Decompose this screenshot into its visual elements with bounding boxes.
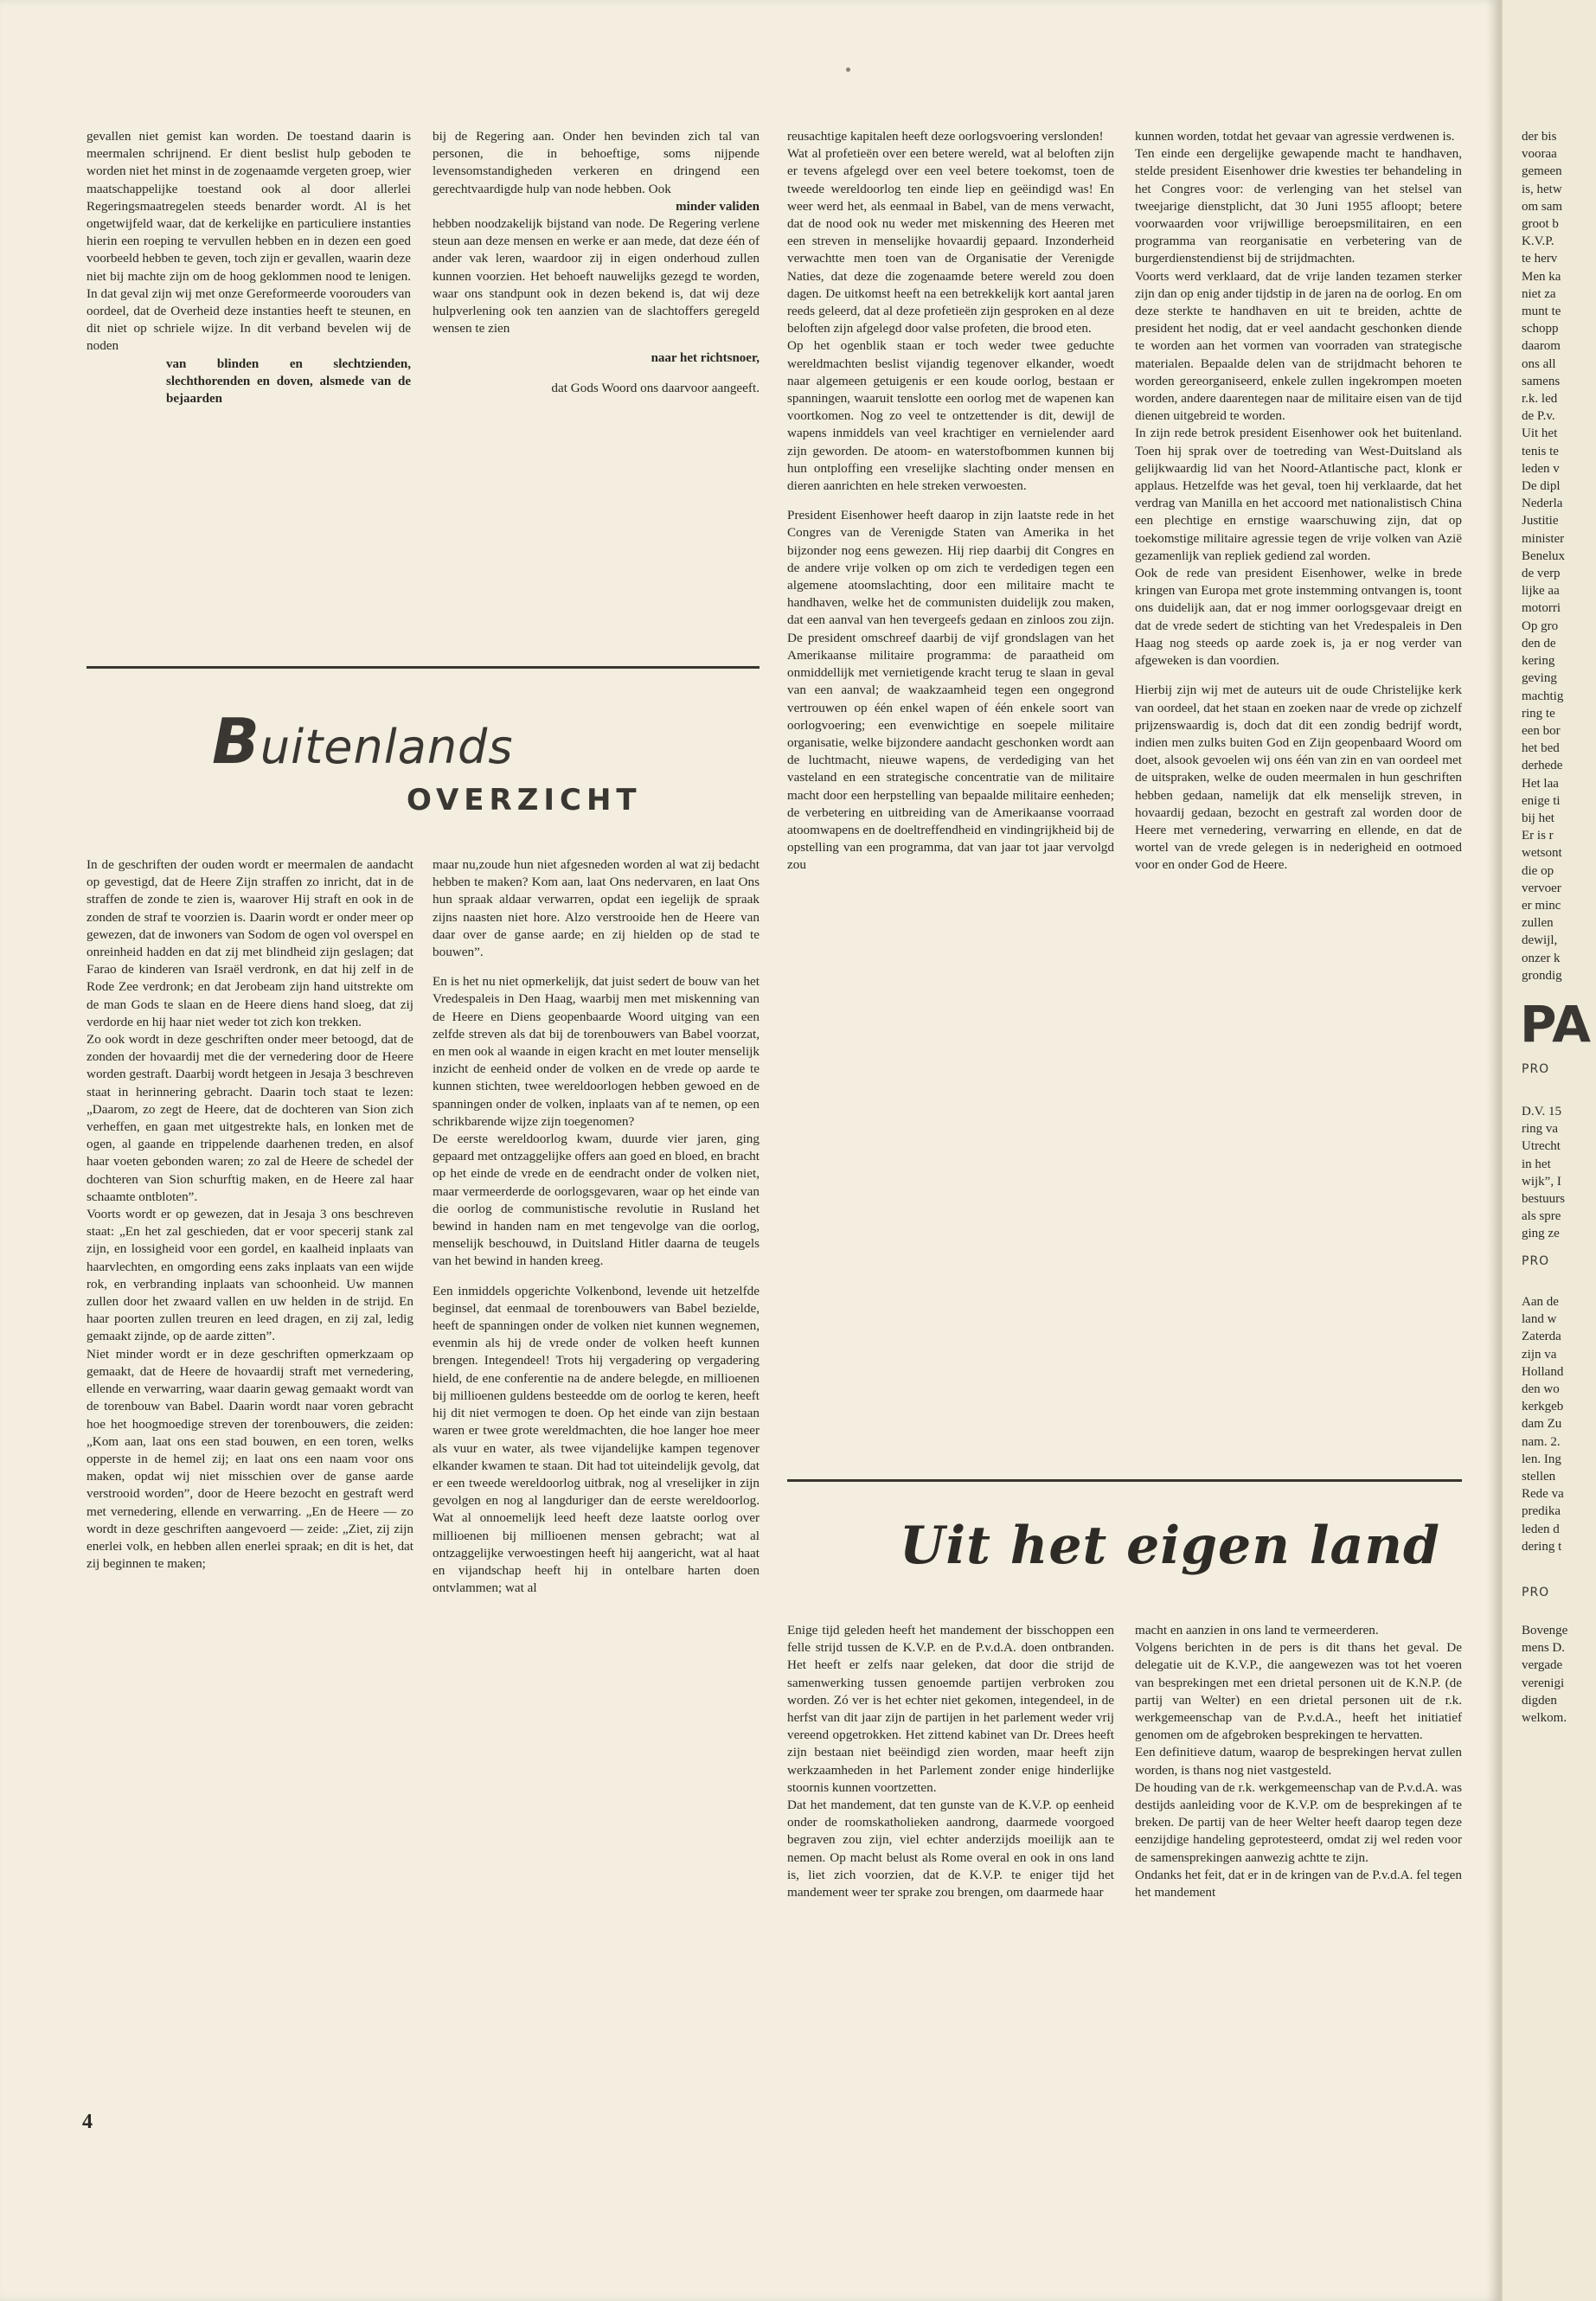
adjacent-line: vooraa (1522, 147, 1557, 162)
eigen-land-column-1 (787, 1622, 1114, 1901)
adjacent-heading: PA (1520, 995, 1592, 1054)
adjacent-label: PRO (1522, 1062, 1550, 1076)
page-number: 4 (82, 2111, 93, 2133)
adjacent-line: K.V.P. (1522, 234, 1554, 249)
adjacent-line: land w (1522, 1312, 1557, 1327)
adjacent-line: Op gro (1522, 619, 1559, 633)
adjacent-line: bij het (1522, 811, 1554, 825)
adjacent-line: Justitie (1522, 514, 1559, 529)
adjacent-line: verenigi (1522, 1676, 1565, 1690)
adjacent-line: in het (1522, 1157, 1551, 1171)
adjacent-line: wijk”, I (1522, 1174, 1561, 1189)
adjacent-line: als spre (1522, 1209, 1561, 1224)
adjacent-line: vervoer (1522, 881, 1561, 895)
adjacent-line: een bor (1522, 723, 1561, 738)
paragraph: reusachtige kapitalen heeft deze oorlogsvoering verslonden! (787, 129, 1104, 144)
adjacent-line: ons all (1522, 356, 1556, 371)
adjacent-line: mens D. (1522, 1641, 1565, 1656)
adjacent-line: ring te (1522, 706, 1555, 721)
adjacent-line: te herv (1522, 252, 1558, 266)
adjacent-line: daarom (1522, 339, 1561, 354)
paragraph: Dat het mandement, dat ten gunste van de K.V.P. op eenheid onder de roomskatholieken aandrong, daarmede voorgoed begraven zou zijn, viel echter anderzijds moeilijk aan te nemen. Op macht belust als Rome overal en ook in ons land is, liet zich voorzien, dat de K.V.P. te eniger tijd het mandement weer ter sprake zou brengen, om daarmede haar (787, 1798, 1114, 1900)
adjacent-label: PRO (1522, 1586, 1550, 1599)
buitenlands-column-2 (433, 856, 760, 1597)
adjacent-line: leden v (1522, 461, 1560, 476)
paragraph: Volgens berichten in de pers is dit thans het geval. De delegatie uit de K.V.P., die aangewezen was tot het voeren van besprekingen met een drietal personen uit de K.N.P. (de partij van Welter) en een drietal personen uit de r.k. werkgemeenschap van de P.v.d.A., heeft het initiatief genomen om de afgebroken besprekingen te hervatten. (1135, 1640, 1462, 1743)
adjacent-line: enige ti (1522, 793, 1561, 808)
adjacent-line: onzer k (1522, 951, 1561, 965)
adjacent-text-mid2 (1522, 1293, 1596, 1555)
adjacent-line: machtig (1522, 689, 1564, 703)
adjacent-line: geving (1522, 671, 1557, 686)
adjacent-line: motorri (1522, 601, 1561, 616)
adjacent-line: wetsont (1522, 846, 1562, 861)
paragraph: Niet minder wordt er in deze geschriften opmerkzaam op gemaakt, dat de Heere de hovaardij straft met vernedering, ellende en verwarring, waar daarin gewag gemaakt wordt van de torenbouw van Babel. Daarin wordt naar voren gebracht hoe het hoogmoedige streven der torenbouwers, die zeiden: „Kom aan, laat ons een stad bouwen, en een toren, welks opperste in de hemel zij; en laat ons een naam voor ons maken, opdat wij niet misschien over de ganse aarde verstrooid worden”, door de Heere bezocht en gestraft werd met vernedering, ellende en verwarring. „En de Heere — zo wordt in deze geschriften aangevoerd — zeide: „Ziet, zij zijn enerlei volk, en hebben allen enerlei spraak; en dit is het, dat zij beginnen te maken; (87, 1346, 413, 1572)
adjacent-line: Aan de (1522, 1295, 1559, 1309)
paragraph: Ook de rede van president Eisenhower, welke in brede kringen van Europa met grote instemming ontvangen is, toont ons duidelijk aan, dat er nog immer oorlogsgevaar dreigt en dat de vrede sedert de stichting van het Vredespaleis in Den Haag nog steeds op aarde zoek is, ja er nog verder van afgeweken is dan voordien. (1135, 566, 1462, 669)
adjacent-line: lijke aa (1522, 584, 1560, 599)
adjacent-line: Men ka (1522, 269, 1561, 284)
paragraph: bij de Regering aan. Onder hen bevinden zich tal van personen, die in behoeftige, soms nijpende levensomstandigheden verkeren en dringend een gerechtvaardigde hulp van node hebben. Ook (433, 129, 760, 196)
adjacent-line: Er is r (1522, 829, 1554, 843)
adjacent-label: PRO (1522, 1254, 1550, 1268)
adjacent-line: Holland (1522, 1364, 1564, 1379)
adjacent-line: Bovenge (1522, 1624, 1568, 1638)
paragraph: Voorts werd verklaard, dat de vrije landen tezamen sterker zijn dan op enig ander tijdstip in de jaren na de oorlog. En om deze sterkte te handhaven en uit te breiden, achtte de president het nodig, dat er veel aandacht geschonken diende te worden aan het vormen van voorraden van strategische materialen. Bepaalde delen van de strijdmacht behoren te worden gereorganiseerd, enkele zullen ingekrompen moeten worden, andere daarentegen naar de militaire eisen van de tijd dienen uitgebreid te worden. (1135, 268, 1462, 424)
paragraph: President Eisenhower heeft daarop in zijn laatste rede in het Congres van de Verenigde Staten van Amerika in het bijzonder nog eens gewezen. Hij riep daarbij dit Congres en de andere vrije volken op om zich te verdedigen tegen een algemene atoomslachting, door een militaire macht te handhaven, welke het de communisten duidelijk zou maken, dat een aanval van hen tevergeefs gedaan en zinloos zou zijn. De president omschreef daarbij de vijf grondslagen van het Amerikaanse militaire programma: de paraatheid om onmiddellijk met vernietigende kracht terug te slaan in geval van een aanval; de waakzaamheid tegen een ongegrond vertrouwen op één enkel wapen of één enkele soort van oorlogvoering; een evenwichtige en soepele militaire organisatie, welke bijzondere aandacht geschonken wordt aan de luchtmacht, nieuwe wapens, de verdediging van het vasteland en een strategische concentratie van de militaire macht door een herpstelling van bepaalde militaire eenheden; de verbetering en uitbreiding van de Amerikaanse voorraad atoomwapens en de doeltreffendheid en vindingrijkheid bij de opstelling van een programma, dat van jaar tot jaar vervolgd zou (787, 508, 1114, 873)
adjacent-line: samens (1522, 374, 1561, 388)
adjacent-line: len. Ing (1522, 1452, 1561, 1466)
paragraph: Wat al profetieën over een betere wereld, wat al beloften zijn er tevens afgelegd over een veel betere toekomst, toen de tweede wereldoorlog ten einde liep en geëindigd was! En weer werd het, als eenmaal in Babel, van de mens verwacht, dat de nood ook nu weder met miskenning des Heeren met een streven in menselijke hovaardij gepaard. Inzonderheid verwachtte men toen van de Organisatie der Verenigde Naties, dat deze die zogenaamde betere wereld zou doen dagen. De uitkomst heeft na een betrekkelijk kort aantal jaren reeds geleerd, dat al deze profetieën zijn gesproken en al deze beloften zijn afgelegd door valse profeten, die brood eten. (787, 146, 1114, 336)
adjacent-line: Uit het (1522, 426, 1558, 441)
adjacent-line: er minc (1522, 898, 1561, 913)
paragraph: maar nu,zoude hun niet afgesneden worden al wat zij bedacht hebben te maken? Kom aan, laat Ons nedervaren, en laat Ons hun spraak aldaar verwarren, opdat een iegelijk de spraak zijns naasten niet hore. Alzo verstrooide hen de Heere van daar over de ganse aarde; en zij hielden op de stad te bouwen”. (433, 857, 760, 960)
adjacent-line: Het laa (1522, 776, 1559, 791)
adjacent-line: stellen (1522, 1470, 1556, 1484)
adjacent-line: om sam (1522, 199, 1563, 214)
buitenlands-column-1 (87, 856, 413, 1573)
top-column-1 (87, 128, 411, 407)
adjacent-line: gemeen (1522, 164, 1562, 179)
adjacent-line: Zaterda (1522, 1330, 1561, 1344)
paragraph: Ten einde een dergelijke gewapende macht te handhaven, stelde president Eisenhower drie kwesties ter behandeling in het Congres voor: de verlenging van het stelsel van tweejarige dienstplicht, dat 30 Juni 1955 afloopt; betere voorwaarden voor vrijwillige beroepsmilitairen, en een programma van reorganisatie en verbetering van de burgerdienstendienst bij de strijdmachten. (1135, 146, 1462, 266)
adjacent-line: het bed (1522, 741, 1560, 756)
adjacent-line: D.V. 15 (1522, 1105, 1561, 1118)
paragraph: En is het nu niet opmerkelijk, dat juist sedert de bouw van het Vredespaleis in Den Haag, waarbij men met miskenning van de Heere en Diens geopenbaarde Woord uitging van een zelfde streven als dat bij de torenbouwers van Babel voorzat, en men ook al waande in eigen kracht en met louter menselijk inzicht de eenheid onder de volken en de vrede op aarde te kunnen stichten, twee wereldoorlogen hebben gewoed en de spanningen onder de volken, inplaats van af te nemen, op een schrikbarende wijze zijn toegenomen? (433, 974, 760, 1129)
top-column-2 (433, 128, 760, 397)
adjacent-line: tenis te (1522, 444, 1559, 458)
paragraph: hebben noodzakelijk bijstand van node. De Regering verlene steun aan deze mensen en werke er aan mede, dat deze één of ander vak leren, waardoor zij in eigen onderhoud zullen kunnen voorzien. Het behoeft nauwelijks gezegd te worden, waar ons standpunt ook in dezen bekend is, dat wij deze hulpverlening ook ten aanzien van de slachtoffers geregeld wensen te zien (433, 216, 760, 336)
adjacent-line: schopp (1522, 322, 1559, 336)
adjacent-line: zullen (1522, 916, 1554, 931)
adjacent-line: kerkgeb (1522, 1400, 1564, 1414)
adjacent-text-bottom (1522, 1622, 1596, 1727)
section-title-eigen-land: Uit het eigen land (900, 1516, 1440, 1576)
paragraph: Een inmiddels opgerichte Volkenbond, levende uit hetzelfde beginsel, dat eenmaal de torenbouwers van Babel bezielde, heeft de spanningen onder de volken niet kunnen wegnemen, evenmin als hij de vrede onder de volken heeft kunnen brengen. Integendeel! Trots hij vergadering op vergadering hield, de ene conferentie na de andere belegde, en millioenen bij millioenen guldens besteedde om de oorlog te keren, heeft hij dit niet vermogen te doen. Op het einde van zijn bestaan waren er twee grote wereldmachten, die hoe langer hoe meer als vuur en water, als twee vijandelijke kampen tegenover elkander kwamen te staan. Dit had tot uiteindelijk gevolg, dat er een tweede wereldoorlog uitbrak, nog al vreselijker in zijn gevolgen en nog al langduriger dan de eerste wereldoorlog. Wat al onnoemelijk leed heeft deze laatste oorlog over millioenen bij millioenen mensen gebracht; wat al ontzaggelijke verwoestingen heeft hij aangericht, wat al haat en vijandschap heeft hij in ontelbare harten doen ontvlammen; wat al (433, 1283, 760, 1596)
adjacent-text-mid (1522, 1103, 1596, 1243)
adjacent-line: Benelux (1522, 548, 1565, 563)
subheading-richtsnoer: naar het richtsnoer, (651, 351, 760, 366)
adjacent-line: digden (1522, 1693, 1557, 1708)
divider-rule (87, 666, 760, 669)
paragraph: Voorts wordt er op gewezen, dat in Jesaja 3 ons beschreven staat: „En het zal geschieden, dat er voor specerij stank zal zijn, en lossigheid voor een gordel, en kaalheid inplaats van haarvlechten, en omgording eens zaks inplaats van een wijde rok, en verbranding inplaats van schoonheid. Uw mannen zullen door het zwaard vallen en uw helden in de strijd. En haar poorten zullen treuren en leed dragen, en zij zal, ledig gemaakt zijnde, op de aarde zitten”. (87, 1207, 413, 1344)
adjacent-line: De dipl (1522, 479, 1561, 494)
eigen-land-column-2 (1135, 1622, 1462, 1901)
paragraph: Zo ook wordt in deze geschriften onder meer betoogd, dat de zonden der hovaardij met die der vernedering door de Heere worden gestraft. Daarbij wordt hetgeen in Jesaja 3 beschreven staat in herinnering gebracht. Daarin toch staat te lezen: „Daarom, zo zegt de Heere, dat de dochteren van Sion zich verheffen, en gaan met uitgestrekte hals, en lonken met de ogen, al gaande en trippelende daarhenen treden, en alsof haar voeten gebonden waren; zo zal de Heere de schedel der dochteren van Sion schurftig maken, en de Heere zal haar schaamte ontbloten”. (87, 1032, 413, 1204)
adjacent-line: is, hetw (1522, 182, 1562, 196)
paragraph: kunnen worden, totdat het gevaar van agressie verdwenen is. (1135, 129, 1455, 144)
adjacent-line: predika (1522, 1504, 1561, 1519)
adjacent-line: Rede va (1522, 1487, 1564, 1502)
adjacent-text-top (1522, 128, 1596, 984)
paragraph: Enige tijd geleden heeft het mandement der bisschoppen een felle strijd tussen de K.V.P. en de P.v.d.A. doen ontbranden. Het heeft er zelfs naar geleken, dat door die strijd de samenwerking tussen genoemde partijen verbroken zou worden. Zó ver is het echter niet gekomen, integendeel, in de herfst van dit jaar zijn de partijen in het parlement weder vrij vereend opgetrokken. Het zittend kabinet van Dr. Drees heeft zijn bestaan niet beëindigd zien worden, maar heeft zijn werkzaamheden in het Parlement zonder enige hinderlijke stoornis kunnen voortzetten. (787, 1623, 1114, 1795)
section-subtitle-overzicht: OVERZICHT (407, 783, 642, 817)
adjacent-line: r.k. led (1522, 392, 1558, 407)
paragraph: dat Gods Woord ons daarvoor aangeeft. (551, 380, 760, 395)
buitenlands-column-3 (787, 128, 1114, 875)
adjacent-page-edge (1501, 0, 1596, 2301)
adjacent-line: Utrecht (1522, 1139, 1561, 1154)
paragraph: De houding van de r.k. werkgemeenschap van de P.v.d.A. was destijds aanleiding voor de K.V.P. om de besprekingen af te breken. De partij van de heer Welter heeft daarop tegen deze eenzijdige handeling geprotesteerd, omdat zij wel reden voor de samensprekingen aanwezig achtte te zijn. (1135, 1779, 1462, 1865)
quote-blinden: van blinden en slechtzienden, slechthorenden en doven, alsmede van de bejaarden (166, 356, 411, 407)
adjacent-line: der bis (1522, 130, 1557, 144)
adjacent-line: bestuurs (1522, 1192, 1565, 1207)
adjacent-line: den wo (1522, 1382, 1560, 1397)
adjacent-line: munt te (1522, 304, 1561, 319)
adjacent-line: de P.v. (1522, 409, 1555, 424)
adjacent-line: dam Zu (1522, 1417, 1562, 1432)
paragraph: In zijn rede betrok president Eisenhower ook het buitenland. Toen hij sprak over de toetreding van West-Duitsland als gelijkwaardig lid van het Noord-Atlantische pact, klonk er applaus. Hetzelfde was het geval, toen hij verklaarde, dat het verdrag van Manilla en het accoord met nationalistisch China een plechtige en ernstige waarschuwing zijn, dat op toekomstige militaire agressie tegen de vrije volken van Azië gezamenlijk van repliek gediend zal worden. (1135, 426, 1462, 563)
adjacent-line: welkom. (1522, 1711, 1567, 1726)
adjacent-line: vergade (1522, 1658, 1563, 1673)
adjacent-line: leden d (1522, 1522, 1560, 1536)
adjacent-line: nam. 2. (1522, 1434, 1561, 1449)
adjacent-line: dering t (1522, 1539, 1562, 1554)
adjacent-line: den de (1522, 636, 1556, 651)
adjacent-line: de verp (1522, 567, 1561, 581)
paragraph: gevallen niet gemist kan worden. De toestand daarin is meermalen schrijnend. Er dient beslist hulp geboden te worden niet het minst in de zogenaamde vergeten groep, wier maatschappelijke toestand ook al door allerlei Regeringsmaatregelen steeds benarder wordt. Al is het ongetwijfeld waar, dat de kerkelijke en particuliere instanties hierin een roeping te vervullen hebben en in dezen een goed voorbeeld hebben te geven, toch zijn er gevallen, waarin deze niet bij machte zijn om de hoog geklommen nood te lenigen. In dat geval zijn wij met onze Gereformeerde voorouders van oordeel, dat de Overheid deze instanties heeft te steunen, en dit niet op schriele wijze. In dit verband bevelen wij de noden (87, 129, 411, 354)
paragraph: Op het ogenblik staan er toch weder twee geduchte wereldmachten beslist vijandig tegenover elkander, woedt naar algemeen getuigenis er een koude oorlog, bestaan er spanningen, waaruit tenslotte een oorlog met de wapenen kan voortkomen. Nog zo veel te ontzettender is dit, dewijl de wapens inmiddels van veel krachtiger en vernielender aard zijn geworden. De atoom- en waterstofbommen kunnen bij hun ontploffing een vreselijke slachting onder mensen en dieren aanrichten en hele streken verwoesten. (787, 338, 1114, 494)
adjacent-line: ging ze (1522, 1227, 1560, 1241)
adjacent-line: niet za (1522, 286, 1556, 301)
title-rest: uitenlands (260, 720, 514, 774)
adjacent-line: Nederla (1522, 497, 1563, 511)
paper-speck (846, 67, 850, 72)
paragraph: De eerste wereldoorlog kwam, duurde vier jaren, ging gepaard met ontzaggelijke offers aan goed en bloed, en bracht op het einde de vrede en de eendracht onder de volken niet, maar vermeerderde de oorlogsgevaren, waar op het einde van die oorlog de communistische revolutie in Rusland het bewind in handen nam en met tengevolge van die oorlog, menselijk beschouwd, in Duitsland Hitler daarna de teugels van het bewind in handen kreeg. (433, 1131, 760, 1269)
adjacent-line: derhede (1522, 759, 1563, 773)
paragraph: Een definitieve datum, waarop de besprekingen hervat zullen worden, is thans nog niet vastgesteld. (1135, 1745, 1462, 1778)
adjacent-line: die op (1522, 863, 1554, 878)
paragraph: macht en aanzien in ons land te vermeerderen. (1135, 1623, 1379, 1638)
adjacent-line: kering (1522, 654, 1555, 669)
paragraph: In de geschriften der ouden wordt er meermalen de aandacht op gevestigd, dat de Heere Zijn straffen zo inricht, dat in de straffen de zonde te zien is, waarover Hij straft en ook in de zonden de straf te voorzien is. Daarin wordt er onder meer op gewezen, dat de inwoners van Sodom de ogen vol overspel en onreinheid hadden en dat zij met blindheid zijn geslagen; dat Farao de kinderen van Israël verdronk, en dat hij zelf in de Rode Zee verdronk; en dat Jerobeam zijn hand uitstrekte om de man Gods te slaan en de Heere diens hand sloeg, dat zij verdorde en hij haar niet weder tot zich kon trekken. (87, 857, 413, 1029)
section-title-buitenlands (212, 705, 513, 778)
adjacent-line: ring va (1522, 1122, 1559, 1137)
adjacent-line: zijn va (1522, 1347, 1557, 1362)
divider-rule (787, 1479, 1462, 1482)
adjacent-line: grondig (1522, 968, 1562, 983)
adjacent-line: dewijl, (1522, 933, 1558, 948)
title-initial: B (212, 705, 260, 778)
subheading-minder-validen: minder validen (676, 199, 760, 214)
buitenlands-column-4 (1135, 128, 1462, 875)
paragraph: Hierbij zijn wij met de auteurs uit de oude Christelijke kerk van oordeel, dat het staan en zoeken naar de vrede op zichzelf prijzenswaardig is, doch dat dit een zondig bedrijf wordt, indien men zulks buiten God en Zijn geopenbaard Woord om doet, alsook gevoelen wij ons één van zin en van oordeel met de uitspraken, welke de ouden meermalen in hun geschriften hebben gedaan, namelijk dat elk menselijk streven, in hovaardij gedaan, bezocht en gestraft zal worden door de Heere met vernedering, verwarring en ellende, en dat de wortel van de vrede gelegen is in nederigheid en ootmoed voor en onder God de Heere. (1135, 683, 1462, 873)
adjacent-line: groot b (1522, 217, 1559, 232)
paragraph: Ondanks het feit, dat er in de kringen van de P.v.d.A. fel tegen het mandement (1135, 1867, 1462, 1900)
adjacent-line: minister (1522, 531, 1565, 546)
